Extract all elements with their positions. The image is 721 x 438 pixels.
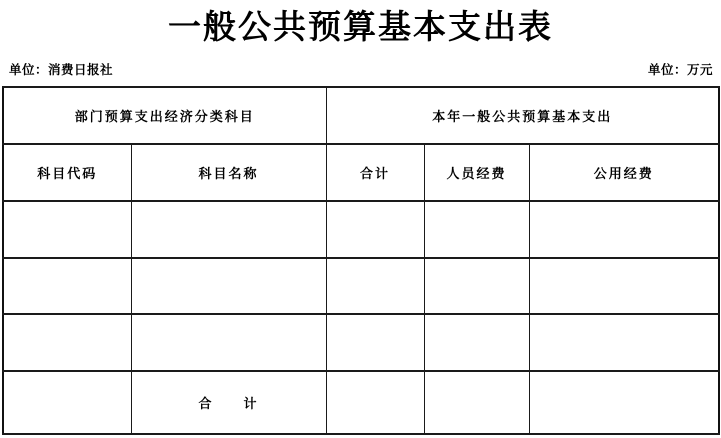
total-row-label: 合 计 xyxy=(131,371,326,434)
page-title: 一般公共预算基本支出表 xyxy=(168,10,553,46)
col-header-subject-name: 科目名称 xyxy=(131,144,326,201)
col-header-subject-code: 科目代码 xyxy=(3,144,131,201)
empty-cell xyxy=(326,371,424,434)
table-row xyxy=(3,258,719,314)
empty-cell xyxy=(326,314,424,371)
column-header-row xyxy=(3,144,719,201)
empty-cell xyxy=(529,314,719,371)
table-row xyxy=(3,201,719,258)
empty-cell xyxy=(424,258,529,314)
col-header-total: 合计 xyxy=(326,144,424,201)
empty-cell xyxy=(3,258,131,314)
empty-cell xyxy=(424,371,529,434)
empty-cell xyxy=(3,371,131,434)
empty-cell xyxy=(3,201,131,258)
group-header-current-year-basic-expenditure: 本年一般公共预算基本支出 xyxy=(326,87,719,144)
units-row xyxy=(9,60,713,78)
empty-cell xyxy=(529,258,719,314)
empty-cell xyxy=(529,371,719,434)
col-header-public-expense: 公用经费 xyxy=(529,144,719,201)
empty-cell xyxy=(131,258,326,314)
group-header-economic-classification: 部门预算支出经济分类科目 xyxy=(3,87,326,144)
empty-cell xyxy=(326,201,424,258)
empty-cell xyxy=(3,314,131,371)
budget-table xyxy=(2,86,720,435)
currency-unit-label: 单位：万元 xyxy=(647,63,713,77)
empty-cell xyxy=(529,201,719,258)
total-row xyxy=(3,371,719,434)
empty-cell xyxy=(326,258,424,314)
empty-cell xyxy=(131,201,326,258)
col-header-personnel-expense: 人员经费 xyxy=(424,144,529,201)
empty-cell xyxy=(424,201,529,258)
empty-cell xyxy=(131,314,326,371)
group-header-row xyxy=(3,87,719,144)
empty-cell xyxy=(424,314,529,371)
reporting-unit-label: 单位：消费日报社 xyxy=(9,63,114,77)
table-row xyxy=(3,314,719,371)
